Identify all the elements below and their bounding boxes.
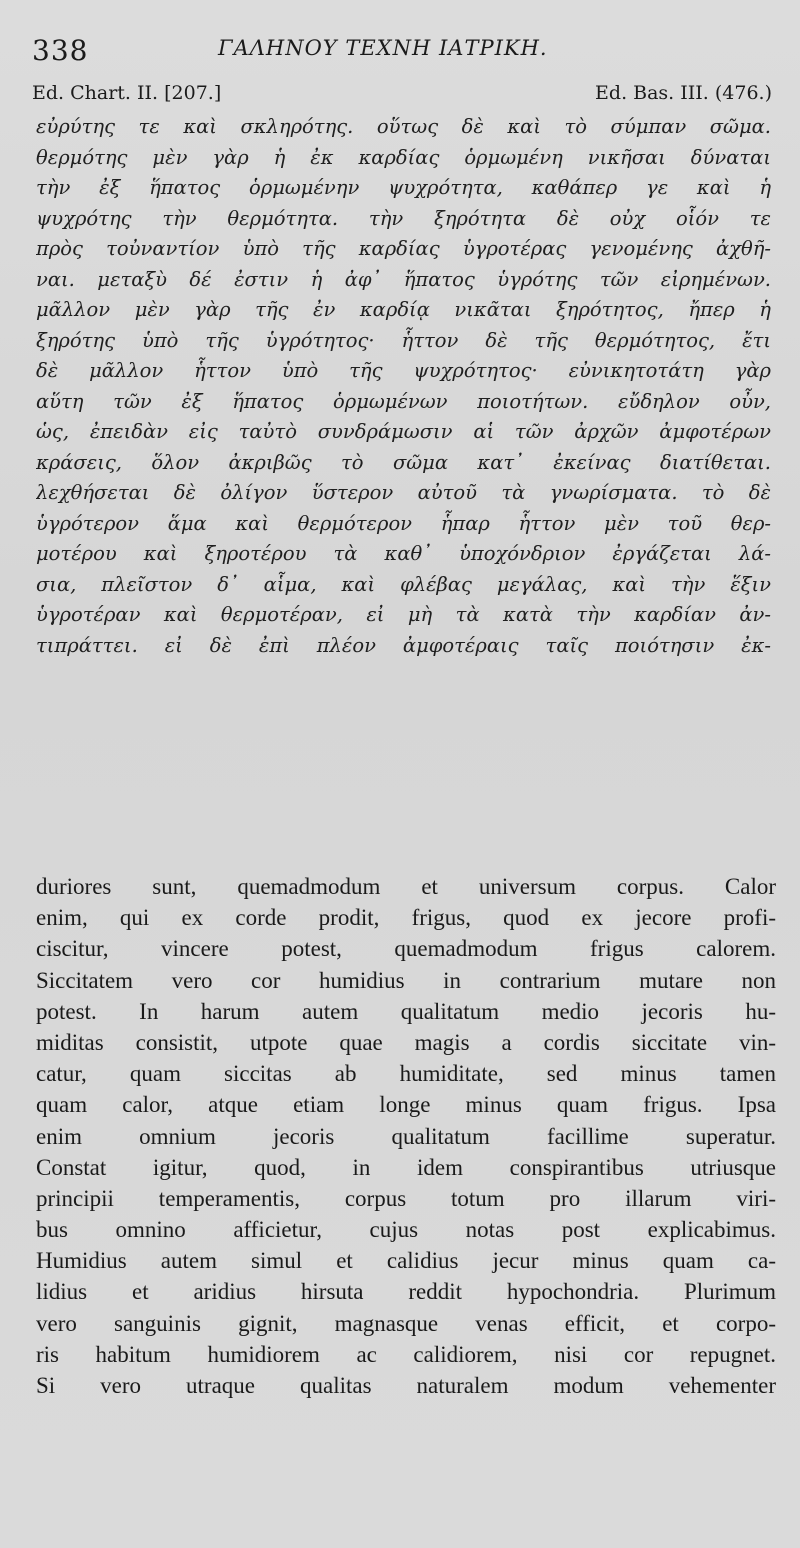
latin-text-line: quam calor, atque etiam longe minus quam frigus. Ipsa: [36, 1092, 776, 1118]
latin-text-line: enim omnium jecoris qualitatum facillime superatur.: [36, 1123, 776, 1149]
greek-text-line: πρὸς τοὐναντίον ὑπὸ τῆς καρδίας ὑγροτέρας γενομένης ἀχθῆ-: [36, 237, 771, 260]
latin-text-line: principii temperamentis, corpus totum pro illarum viri-: [36, 1185, 776, 1211]
latin-text-line: vero sanguinis gignit, magnasque venas efficit, et corpo-: [36, 1310, 776, 1336]
greek-text-line: ξηρότης ὑπὸ τῆς ὑγρότητος· ἧττον δὲ τῆς θερμότητος, ἔτι: [36, 328, 771, 352]
greek-text-line: μᾶλλον μὲν γὰρ τῆς ἐν καρδίᾳ νικᾶται ξηρότητος, ἤπερ ἡ: [36, 298, 771, 321]
latin-text-line: Humidius autem simul et calidius jecur minus quam ca-: [36, 1248, 776, 1274]
greek-text-line: ὡς, ἐπειδὰν εἰς ταὐτὸ συνδράμωσιν αἱ τῶν ἀρχῶν ἀμφοτέρων: [36, 420, 771, 443]
latin-text-line: enim, qui ex corde prodit, frigus, quod ex jecore profi-: [36, 905, 776, 931]
running-title: ΓΑΛΗΝΟΥ ΤΕΧΝΗ ΙΑΤΡΙΚΗ.: [218, 36, 548, 60]
latin-text-line: ris habitum humidiorem ac calidiorem, nisi cor repugnet.: [36, 1341, 776, 1367]
greek-text-line: τὴν ἐξ ἥπατος ὁρμωμένην ψυχρότητα, καθάπερ γε καὶ ἡ: [36, 176, 771, 199]
latin-text-block: [36, 871, 776, 1401]
edition-references: [32, 82, 772, 110]
greek-text-line: μοτέρου καὶ ξηροτέρου τὰ καθ᾽ ὑποχόνδριον ἐργάζεται λά-: [36, 542, 771, 565]
greek-text-line: εὐρύτης τε καὶ σκληρότης. οὕτως δὲ καὶ τὸ σύμπαν σῶμα.: [36, 115, 771, 138]
greek-text-line: λεχθήσεται δὲ ὀλίγον ὕστερον αὐτοῦ τὰ γνωρίσματα. τὸ δὲ: [36, 481, 771, 504]
greek-text-block: [36, 112, 771, 661]
greek-text-line: τιπράττει. εἰ δὲ ἐπὶ πλέον ἀμφοτέραις ταῖς ποιότησιν ἐκ-: [36, 633, 771, 657]
latin-text-line: Siccitatem vero cor humidius in contrarium mutare non: [36, 967, 776, 993]
latin-text-line: lidius et aridius hirsuta reddit hypochondria. Plurimum: [36, 1279, 776, 1305]
latin-text-line: duriores sunt, quemadmodum et universum corpus. Calor: [36, 874, 776, 899]
latin-text-line: Constat igitur, quod, in idem conspirantibus utriusque: [36, 1154, 776, 1180]
edition-reference-right: Ed. Bas. III. (476.): [595, 82, 772, 104]
latin-text-line: potest. In harum autem qualitatum medio jecoris hu-: [36, 998, 776, 1024]
greek-text-line: ναι. μεταξὺ δέ ἐστιν ἡ ἀφ᾽ ἥπατος ὑγρότης τῶν εἰρημένων.: [36, 267, 771, 291]
page-number: 338: [32, 34, 89, 67]
latin-text-line: catur, quam siccitas ab humiditate, sed minus tamen: [36, 1061, 776, 1087]
greek-text-line: αὕτη τῶν ἐξ ἥπατος ὁρμωμένων ποιοτήτων. εὔδηλον οὖν,: [36, 389, 771, 413]
latin-text-line: bus omnino afficietur, cujus notas post explicabimus.: [36, 1217, 776, 1243]
page-header: [28, 30, 780, 70]
latin-text-line: Si vero utraque qualitas naturalem modum vehementer: [36, 1373, 776, 1398]
latin-text-line: miditas consistit, utpote quae magis a cordis siccitate vin-: [36, 1029, 776, 1055]
greek-text-line: κράσεις, ὅλον ἀκριβῶς τὸ σῶμα κατ᾽ ἐκείνας διατίθεται.: [36, 450, 771, 474]
greek-text-line: θερμότης μὲν γὰρ ἡ ἐκ καρδίας ὁρμωμένη νικῆσαι δύναται: [36, 145, 771, 169]
greek-text-line: ψυχρότης τὴν θερμότητα. τὴν ξηρότητα δὲ οὐχ οἷόν τε: [36, 206, 771, 230]
greek-text-line: δὲ μᾶλλον ἧττον ὑπὸ τῆς ψυχρότητος· εὐνικητοτάτη γὰρ: [36, 359, 771, 382]
edition-reference-left: Ed. Chart. II. [207.]: [32, 82, 222, 104]
greek-text-line: σια, πλεῖστον δ᾽ αἷμα, καὶ φλέβας μεγάλας, καὶ τὴν ἕξιν: [36, 572, 771, 596]
greek-text-line: ὑγροτέραν καὶ θερμοτέραν, εἰ μὴ τὰ κατὰ τὴν καρδίαν ἀν-: [36, 603, 771, 626]
latin-text-line: ciscitur, vincere potest, quemadmodum frigus calorem.: [36, 936, 776, 962]
greek-text-line: ὑγρότερον ἅμα καὶ θερμότερον ἧπαρ ἧττον μὲν τοῦ θερ-: [36, 511, 771, 535]
